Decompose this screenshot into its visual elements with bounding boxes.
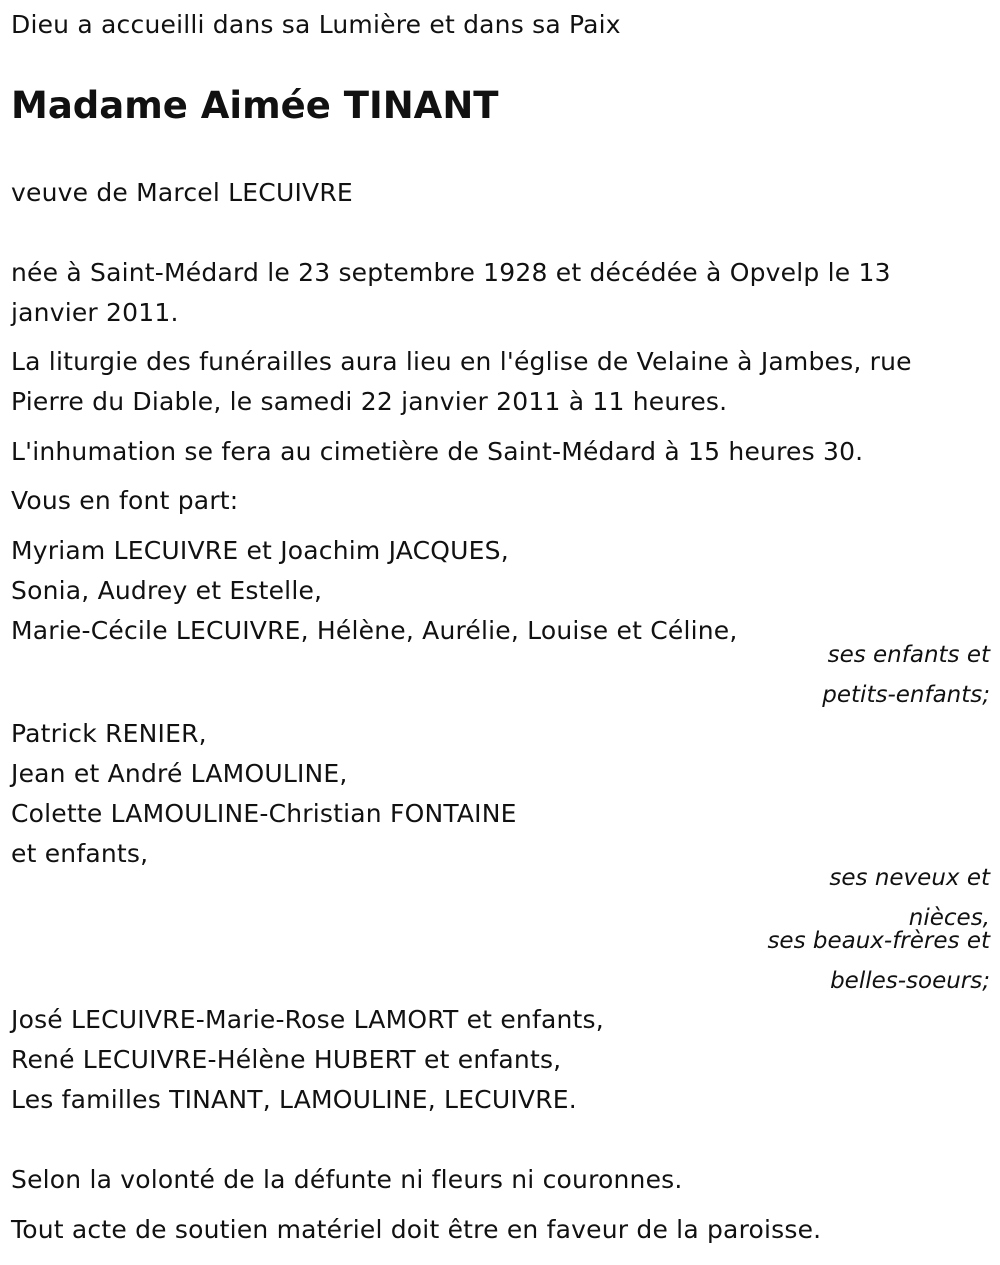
group2-relation: belles-soeurs;	[830, 968, 990, 994]
deceased-name: Madame Aimée TINANT	[11, 84, 499, 127]
group2-relation: nièces,	[908, 905, 990, 931]
group2-relation: ses beaux-frères et	[767, 928, 990, 954]
group1-name: Marie-Cécile LECUIVRE, Hélène, Aurélie, Louise et Céline,	[11, 616, 738, 645]
intro-text: Dieu a accueilli dans sa Lumière et dans sa Paix	[11, 10, 621, 39]
support-text: Tout acte de soutien matériel doit être en faveur de la paroisse.	[11, 1215, 822, 1244]
funeral-line-1: La liturgie des funérailles aura lieu en l'église de Velaine à Jambes, rue	[11, 347, 912, 376]
group3-name: José LECUIVRE-Marie-Rose LAMORT et enfants,	[11, 1005, 604, 1034]
widow-text: veuve de Marcel LECUIVRE	[11, 178, 353, 207]
burial-text: L'inhumation se fera au cimetière de Saint-Médard à 15 heures 30.	[11, 437, 864, 466]
group1-relation: ses enfants et	[827, 642, 990, 668]
group1-name: Myriam LECUIVRE et Joachim JACQUES,	[11, 536, 509, 565]
group2-name: Patrick RENIER,	[11, 719, 207, 748]
group3-name: René LECUIVRE-Hélène HUBERT et enfants,	[11, 1045, 562, 1074]
funeral-line-2: Pierre du Diable, le samedi 22 janvier 2011 à 11 heures.	[11, 387, 728, 416]
group2-name: Colette LAMOULINE-Christian FONTAINE	[11, 799, 517, 828]
group2-name: Jean et André LAMOULINE,	[11, 759, 348, 788]
birth-death-line-1: née à Saint-Médard le 23 septembre 1928 et décédée à Opvelp le 13	[11, 258, 891, 287]
group1-relation: petits-enfants;	[822, 682, 990, 708]
wishes-text: Selon la volonté de la défunte ni fleurs ni couronnes.	[11, 1165, 683, 1194]
birth-death-line-2: janvier 2011.	[11, 298, 179, 327]
group1-name: Sonia, Audrey et Estelle,	[11, 576, 323, 605]
announce-text: Vous en font part:	[11, 486, 239, 515]
group2-relation: ses neveux et	[829, 865, 990, 891]
group3-name: Les familles TINANT, LAMOULINE, LECUIVRE.	[11, 1085, 577, 1114]
group2-name: et enfants,	[11, 839, 149, 868]
